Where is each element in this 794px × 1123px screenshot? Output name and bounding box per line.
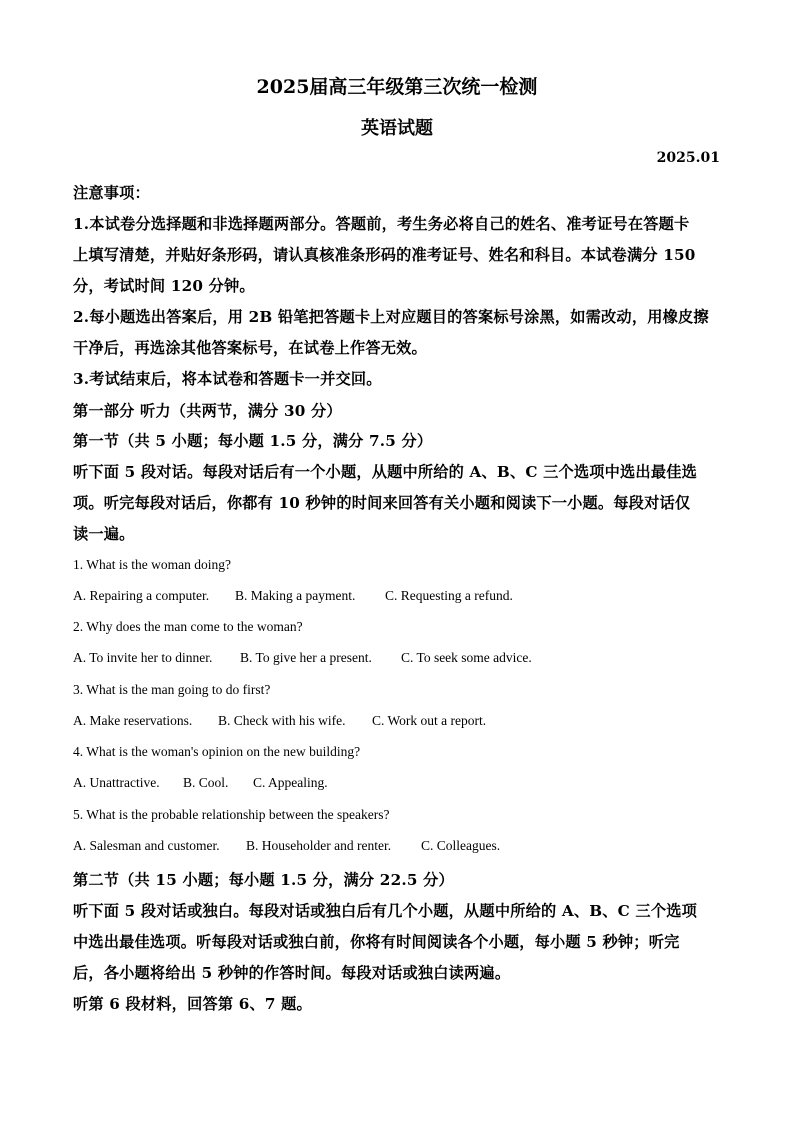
option-c: C. Colleagues. [421,838,501,853]
section2-instruction: 后，各小题将给出 5 秒钟的作答时间。每段对话或独白读两遍。 [73,964,511,982]
question-options [73,713,486,729]
section2-next: 听第 6 段材料，回答第 6、7 题。 [73,995,312,1013]
option-a: A. Salesman and customer. [73,838,220,853]
option-a: A. Repairing a computer. [73,588,210,603]
question-options [73,838,500,854]
question-options [73,588,513,604]
question-text: 1. What is the woman doing? [73,557,231,572]
notice-line: 干净后，再选涂其他答案标号，在试卷上作答无效。 [73,339,427,357]
section2-heading: 第二节（共 15 小题；每小题 1.5 分，满分 22.5 分） [73,871,454,889]
option-b: B. Check with his wife. [218,713,346,728]
notice-line: 分，考试时间 120 分钟。 [73,277,255,295]
section2-instruction: 听下面 5 段对话或独白。每段对话或独白后有几个小题，从题中所给的 A、B、C 三个选项 [73,902,697,920]
section2-instruction: 中选出最佳选项。听每段对话或独白前，你将有时间阅读各个小题，每小题 5 秒钟；听完 [73,933,680,951]
question-options [73,775,328,791]
option-a: A. To invite her to dinner. [73,650,213,665]
option-c: C. Appealing. [253,775,328,790]
notice-line: 上填写清楚，并贴好条形码，请认真核准条形码的准考证号、姓名和科目。本试卷满分 150 [73,246,696,264]
question-text: 2. Why does the man come to the woman? [73,619,303,634]
part1-heading: 第一部分 听力（共两节，满分 30 分） [73,402,342,420]
section1-instruction: 听下面 5 段对话。每段对话后有一个小题，从题中所给的 A、B、C 三个选项中选出最佳选 [73,463,697,481]
notice-heading: 注意事项： [73,184,150,202]
option-a: A. Make reservations. [73,713,193,728]
section1-instruction: 读一遍。 [73,525,135,543]
question-options [73,650,532,666]
option-b: B. Cool. [183,775,229,790]
notice-line: 1.本试卷分选择题和非选择题两部分。答题前，考生务必将自己的姓名、准考证号在答题卡 [73,215,690,233]
section1-instruction: 项。听完每段对话后，你都有 10 秒钟的时间来回答有关小题和阅读下一小题。每段对话仅 [73,494,691,512]
option-a: A. Unattractive. [73,775,160,790]
option-c: C. To seek some advice. [401,650,532,665]
question-text: 3. What is the man going to do first? [73,682,271,697]
option-b: B. To give her a present. [240,650,372,665]
notice-line: 2.每小题选出答案后，用 2B 铅笔把答题卡上对应题目的答案标号涂黑，如需改动，用橡皮擦 [73,308,709,326]
exam-subtitle: 英语试题 [361,118,433,139]
option-c: C. Work out a report. [372,713,487,728]
notice-line: 3.考试结束后，将本试卷和答题卡一并交回。 [73,370,382,388]
option-b: B. Householder and renter. [246,838,392,853]
exam-date: 2025.01 [656,150,720,166]
option-b: B. Making a payment. [235,588,356,603]
question-text: 4. What is the woman's opinion on the new building? [73,744,361,759]
question-text: 5. What is the probable relationship between the speakers? [73,807,390,822]
option-c: C. Requesting a refund. [385,588,513,603]
exam-title: 2025届高三年级第三次统一检测 [256,76,538,98]
section1-heading: 第一节（共 5 小题；每小题 1.5 分，满分 7.5 分） [73,432,433,450]
